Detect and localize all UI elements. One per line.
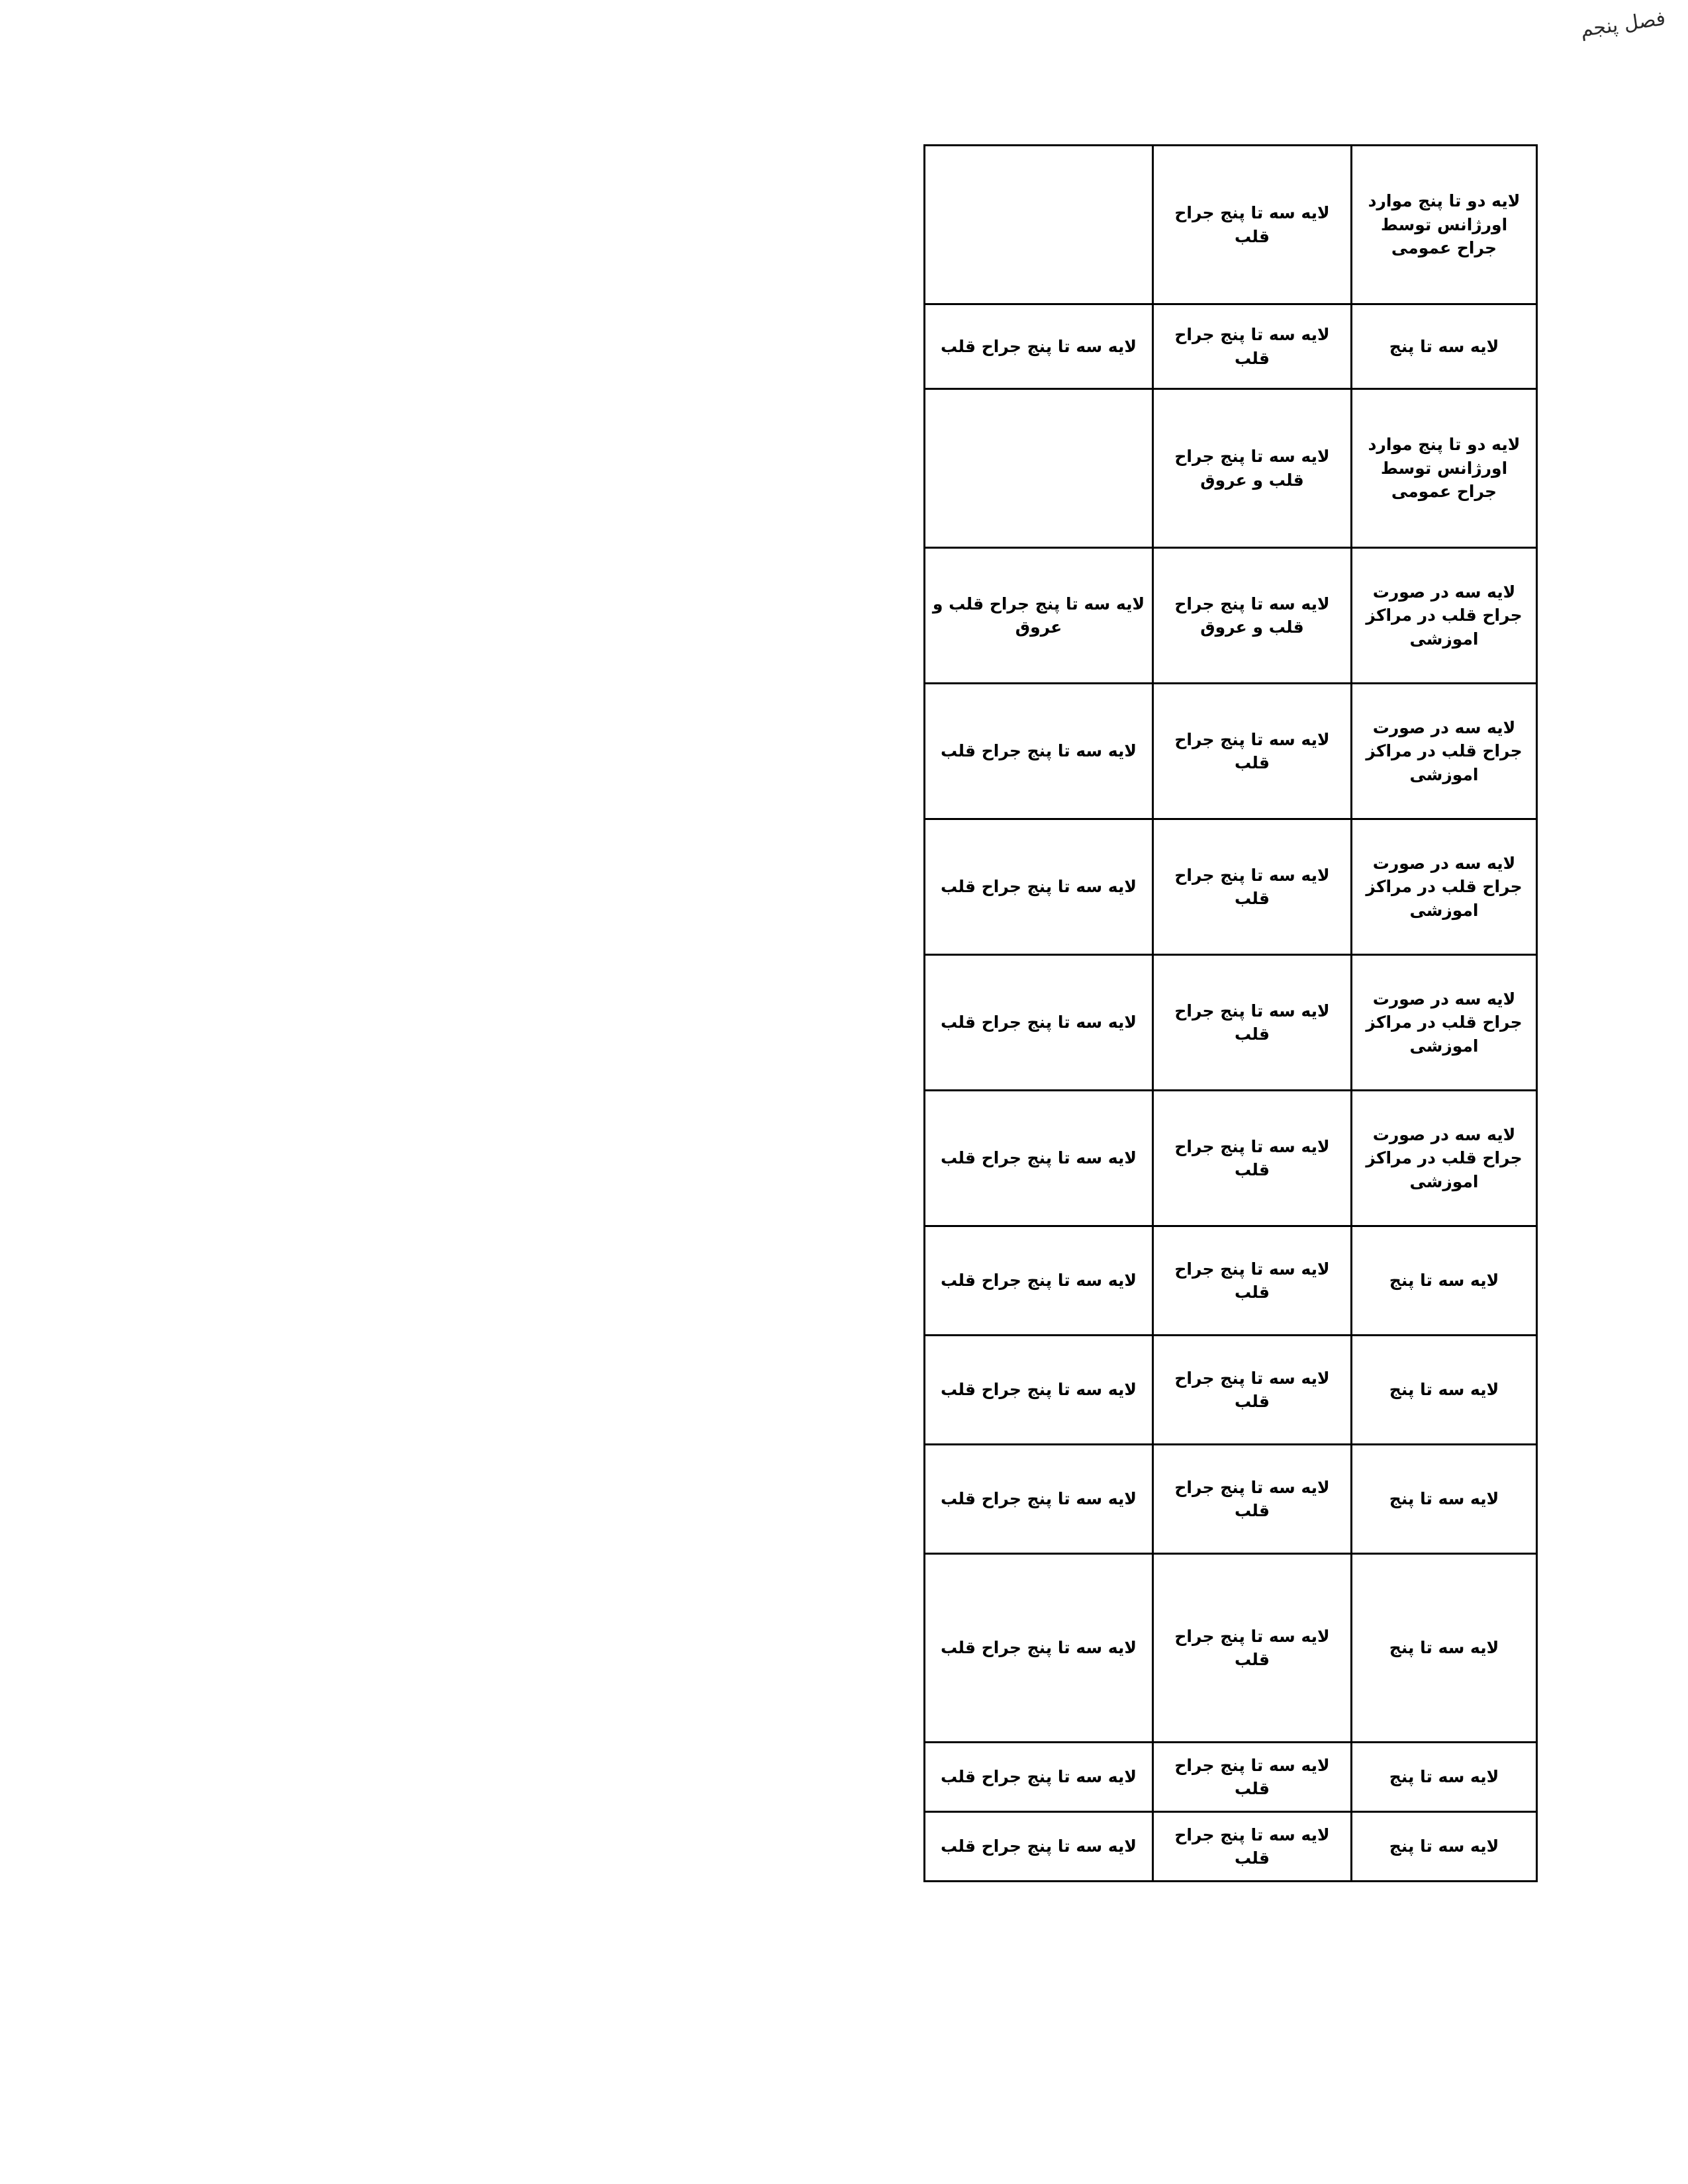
- table-container: [925, 144, 1538, 1882]
- table-cell: لایه سه تا پنج جراح قلب: [1153, 1554, 1352, 1743]
- table-cell: لایه سه تا پنج جراح قلب: [925, 1226, 1153, 1336]
- table-cell: لایه دو تا پنج موارد اورژانس توسط جراح عمومی: [1352, 389, 1537, 548]
- table-cell: لایه سه تا پنج جراح قلب: [1153, 684, 1352, 819]
- table-row: [925, 146, 1537, 304]
- table-row: [925, 1445, 1537, 1554]
- table-row: [925, 1336, 1537, 1445]
- table-cell: لایه دو تا پنج موارد اورژانس توسط جراح عمومی: [1352, 146, 1537, 304]
- table-cell: لایه سه تا پنج: [1352, 1445, 1537, 1554]
- table-row: [925, 389, 1537, 548]
- table-cell: لایه سه تا پنج: [1352, 1226, 1537, 1336]
- table-cell: لایه سه تا پنج جراح قلب: [925, 1743, 1153, 1812]
- table-cell: لایه سه تا پنج جراح قلب: [925, 304, 1153, 389]
- table-row: [925, 1554, 1537, 1743]
- table-cell: لایه سه تا پنج جراح قلب: [925, 1091, 1153, 1226]
- table-cell: [925, 389, 1153, 548]
- table-cell: لایه سه تا پنج جراح قلب: [925, 1554, 1153, 1743]
- table-cell: لایه سه تا پنج جراح قلب: [1153, 819, 1352, 955]
- table-row: [925, 955, 1537, 1091]
- table-cell: لایه سه تا پنج جراح قلب: [925, 1336, 1153, 1445]
- table-cell: لایه سه تا پنج: [1352, 1554, 1537, 1743]
- table-body: [925, 146, 1537, 1882]
- table-cell: لایه سه تا پنج جراح قلب: [1153, 1445, 1352, 1554]
- table-cell: لایه سه تا پنج جراح قلب و عروق: [1153, 389, 1352, 548]
- table-cell: لایه سه در صورت جراح قلب در مراکز اموزشی: [1352, 684, 1537, 819]
- table-cell: لایه سه تا پنج: [1352, 1743, 1537, 1812]
- table-cell: لایه سه در صورت جراح قلب در مراکز اموزشی: [1352, 1091, 1537, 1226]
- table-cell: لایه سه تا پنج جراح قلب: [1153, 1743, 1352, 1812]
- table-row: [925, 1743, 1537, 1812]
- table-cell: لایه سه تا پنج جراح قلب: [1153, 1226, 1352, 1336]
- table-row: [925, 304, 1537, 389]
- table-cell: لایه سه تا پنج: [1352, 1812, 1537, 1882]
- table-row: [925, 1812, 1537, 1882]
- table-cell: لایه سه تا پنج جراح قلب: [1153, 1091, 1352, 1226]
- table-row: [925, 1091, 1537, 1226]
- table-cell: [925, 146, 1153, 304]
- data-table: [923, 144, 1538, 1882]
- table-cell: لایه سه تا پنج جراح قلب: [925, 955, 1153, 1091]
- table-cell: لایه سه تا پنج جراح قلب: [1153, 955, 1352, 1091]
- table-cell: لایه سه تا پنج جراح قلب: [1153, 1336, 1352, 1445]
- table-cell: لایه سه تا پنج جراح قلب: [1153, 146, 1352, 304]
- table-cell: لایه سه تا پنج: [1352, 304, 1537, 389]
- table-cell: لایه سه تا پنج جراح قلب و عروق: [925, 548, 1153, 684]
- table-row: [925, 548, 1537, 684]
- table-cell: لایه سه تا پنج جراح قلب: [1153, 1812, 1352, 1882]
- table-cell: لایه سه در صورت جراح قلب در مراکز اموزشی: [1352, 548, 1537, 684]
- corner-handwritten-mark: فصل پنجم: [1579, 7, 1667, 42]
- table-cell: لایه سه در صورت جراح قلب در مراکز اموزشی: [1352, 819, 1537, 955]
- table-cell: لایه سه در صورت جراح قلب در مراکز اموزشی: [1352, 955, 1537, 1091]
- table-cell: لایه سه تا پنج جراح قلب: [925, 1812, 1153, 1882]
- table-cell: لایه سه تا پنج جراح قلب: [925, 1445, 1153, 1554]
- table-row: [925, 684, 1537, 819]
- table-cell: لایه سه تا پنج جراح قلب: [1153, 304, 1352, 389]
- table-row: [925, 819, 1537, 955]
- table-cell: لایه سه تا پنج: [1352, 1336, 1537, 1445]
- table-row: [925, 1226, 1537, 1336]
- table-cell: لایه سه تا پنج جراح قلب: [925, 684, 1153, 819]
- table-cell: لایه سه تا پنج جراح قلب و عروق: [1153, 548, 1352, 684]
- table-cell: لایه سه تا پنج جراح قلب: [925, 819, 1153, 955]
